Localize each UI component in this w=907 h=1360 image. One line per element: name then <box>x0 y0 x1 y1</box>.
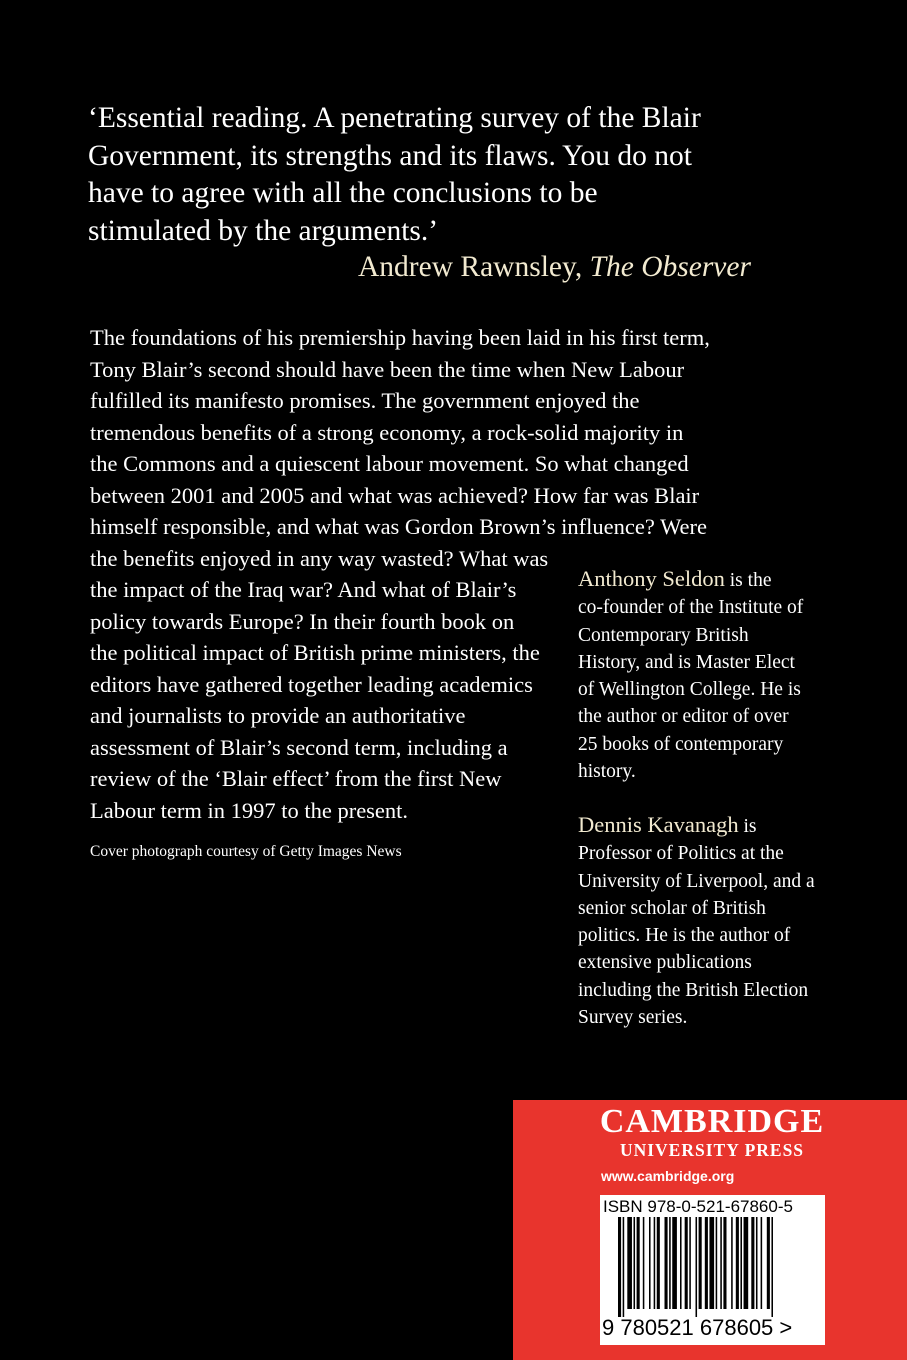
barcode-bar <box>751 1217 754 1309</box>
review-quote <box>88 100 788 250</box>
author-name: Anthony Seldon <box>578 566 725 591</box>
quote-author: Andrew Rawnsley, <box>358 251 583 283</box>
barcode-digits: 9 780521 678605 > <box>602 1315 793 1340</box>
publisher-logo-sub: UNIVERSITY PRESS <box>619 1140 805 1160</box>
barcode-bar <box>740 1217 742 1309</box>
barcode-bar <box>649 1217 651 1309</box>
quote-publication: The Observer <box>589 251 751 283</box>
author-bio-seldon <box>578 565 878 785</box>
bio-line: senior scholar of British <box>578 897 766 919</box>
bio-line: extensive publications <box>578 952 752 974</box>
bio-text: is <box>738 816 757 837</box>
quote-attribution <box>358 249 751 287</box>
publisher-logo-name: CAMBRIDGE <box>599 1103 825 1140</box>
barcode-bar <box>689 1217 691 1309</box>
barcode-bar <box>657 1217 660 1309</box>
barcode-bar <box>699 1217 702 1309</box>
description-line: review of the ‘Blair effect’ from the first New <box>90 766 502 791</box>
publisher-panel <box>513 1100 907 1360</box>
description-line: Labour term in 1997 to the present. <box>90 797 409 823</box>
barcode-bar <box>672 1217 677 1309</box>
barcode-bar <box>736 1217 739 1309</box>
description-line: policy towards Europe? In their fourth book on <box>90 608 515 634</box>
barcode-bar <box>731 1217 733 1309</box>
bio-line: Contemporary British <box>578 624 749 646</box>
bio-line: the author or editor of over <box>578 706 789 728</box>
isbn-label: ISBN 978-0-521-67860-5 <box>603 1197 793 1216</box>
description-line: assessment of Blair’s second term, including a <box>90 734 508 760</box>
description-line: between 2001 and 2005 and what was achieved? How far was Blair <box>90 482 700 508</box>
bio-line: history. <box>578 761 636 783</box>
bio-first-line <box>578 811 878 840</box>
barcode-bar <box>654 1217 656 1309</box>
barcode-bar <box>709 1217 714 1309</box>
barcode-bar <box>720 1217 722 1309</box>
description-line: editors have gathered together leading academics <box>90 671 533 697</box>
barcode-bar <box>665 1217 668 1309</box>
bio-line: politics. He is the author of <box>578 925 791 947</box>
barcode-bar <box>634 1217 636 1309</box>
barcode-bar <box>669 1217 671 1309</box>
bio-text: is the <box>724 570 772 591</box>
barcode-bar <box>756 1217 758 1309</box>
bio-line: co-founder of the Institute of <box>578 597 804 619</box>
barcode-bar <box>637 1217 640 1309</box>
barcode-bar <box>716 1217 718 1309</box>
publisher-url: www.cambridge.org <box>601 1168 735 1184</box>
barcode-bar <box>767 1217 770 1309</box>
barcode-bar <box>643 1217 645 1309</box>
description-line: Tony Blair’s second should have been the time when New Labour <box>90 356 685 382</box>
barcode-icon <box>600 1217 825 1317</box>
quote-line: stimulated by the arguments.’ <box>88 214 439 247</box>
description-line: the Commons and a quiescent labour movement. So what changed <box>90 451 689 476</box>
barcode-bar <box>723 1217 726 1309</box>
description-line: The foundations of his premiership having been laid in his first term, <box>90 325 710 350</box>
barcode-panel <box>600 1195 825 1345</box>
bio-line: University of Liverpool, and a <box>578 870 815 892</box>
bio-line: of Wellington College. He is <box>578 679 801 701</box>
barcode-bar <box>761 1217 763 1309</box>
bio-line: including the British Election <box>578 979 809 1001</box>
description-line: tremendous benefits of a strong economy, a rock-solid majority in <box>90 419 684 445</box>
description-line: the benefits enjoyed in any way wasted? What was <box>90 545 549 571</box>
bio-line: Survey series. <box>578 1007 688 1029</box>
bio-first-line <box>578 565 878 594</box>
bio-line: History, and is Master Elect <box>578 651 795 673</box>
description-line: fulfilled its manifesto promises. The government enjoyed the <box>90 388 640 413</box>
description-line: the impact of the Iraq war? And what of Blair’s <box>90 577 517 602</box>
description-line: and journalists to provide an authoritative <box>90 703 466 728</box>
barcode-bar <box>680 1217 682 1309</box>
bio-line: 25 books of contemporary <box>578 733 784 755</box>
barcode-bar <box>623 1217 625 1317</box>
description-line: himself responsible, and what was Gordon Brown’s influence? Were <box>90 514 707 539</box>
author-name: Dennis Kavanagh <box>578 812 739 837</box>
barcode-bar <box>744 1217 749 1309</box>
barcode-bar <box>685 1217 688 1309</box>
photo-credit: Cover photograph courtesy of Getty Images News <box>90 843 402 860</box>
barcode-bar <box>618 1217 621 1317</box>
quote-line: have to agree with all the conclusions to be <box>88 177 598 209</box>
barcode-bar <box>696 1217 698 1317</box>
barcode-bar <box>771 1217 773 1317</box>
quote-line: ‘Essential reading. A penetrating survey of the Blair <box>88 102 701 134</box>
barcode-bar <box>705 1217 708 1309</box>
quote-line: Government, its strengths and its flaws. You do not <box>88 139 692 172</box>
barcode-bar <box>627 1217 632 1309</box>
bio-line: Professor of Politics at the <box>578 843 784 865</box>
description-line: the political impact of British prime ministers, the <box>90 640 540 665</box>
author-bio-kavanagh <box>578 811 878 1031</box>
